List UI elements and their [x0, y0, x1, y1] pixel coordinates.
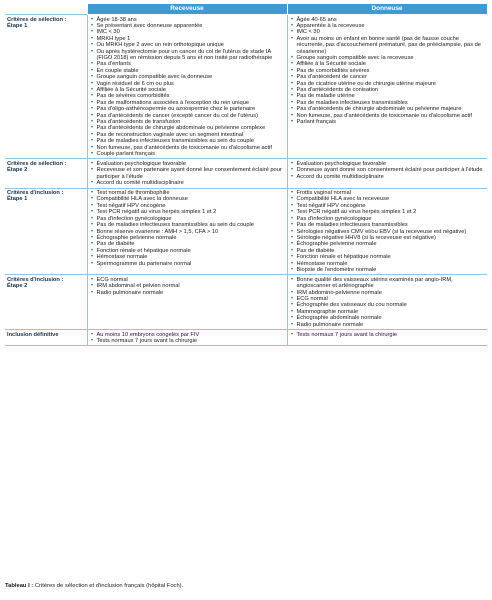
criterion-item: • Pas de malformations associées à l'exception du rein unique	[91, 100, 285, 106]
recipient-criteria-list	[91, 190, 285, 267]
criterion-item: • Pas de maladie utérine	[291, 93, 486, 99]
criterion-item: • Fonction rénale et hépatique normale	[291, 254, 486, 260]
criterion-item: • Pas de comorbidités sévères	[291, 68, 486, 74]
criterion-item: • Pas de diabète	[91, 241, 285, 247]
section-label	[5, 15, 87, 159]
criterion-item: • Couple parlant français	[91, 151, 285, 157]
criterion-item: • Groupe sanguin compatible avec la donneuse	[91, 74, 285, 80]
section-label-line: Étape 1	[7, 22, 28, 29]
section-label-line: Critères de sélection :	[7, 16, 67, 23]
donor-criteria-cell	[287, 275, 487, 330]
criterion-item: • Spermogramme du partenaire normal	[91, 261, 285, 267]
section-label-line: Critères d'inclusion :	[7, 190, 64, 197]
table-caption	[5, 583, 183, 589]
donor-criteria-list	[291, 17, 486, 126]
criterion-item: • Fonction rénale et hépatique normale	[91, 248, 285, 254]
caption-label: Tableau I :	[5, 583, 34, 589]
section-row	[5, 330, 487, 346]
donor-criteria-list	[291, 190, 486, 273]
criterion-item: • Frottis vaginal normal	[291, 190, 486, 196]
criterion-item: • Compatibilité HLA avec la donneuse	[91, 196, 285, 202]
criterion-item: • Test PCR négatif au virus herpès simplex 1 et 2	[291, 209, 486, 215]
criterion-item: • Échographie pelvienne normale	[91, 235, 285, 241]
criterion-item: • Vagin résiduel de 6 cm ou plus	[91, 81, 285, 87]
recipient-criteria-list	[91, 332, 285, 345]
criterion-item: • Pas d'antécédents de chirurgie abdominale ou pelvienne majeure	[291, 106, 486, 112]
recipient-criteria-list	[91, 277, 285, 296]
criterion-item: • Pas de maladies infectieuses transmissibles au sein du couple	[91, 138, 285, 144]
criterion-item: • Pas d'antécédents de conisation	[291, 87, 486, 93]
criterion-item: • Pas de maladies infectieuses transmissibles	[291, 100, 486, 106]
criterion-item: • Âgée 18-38 ans	[91, 17, 285, 23]
criterion-item: • Mammographie normale	[291, 309, 486, 315]
criterion-item: • Donneuse ayant donné son consentement éclairé pour participer à l'étude	[291, 167, 486, 173]
section-label-line: Inclusion définitive	[7, 331, 59, 338]
caption-text: Critères de sélection et d'inclusion français (hôpital Foch).	[33, 583, 184, 589]
section-label	[5, 330, 87, 346]
criterion-item: • Test PCR négatif au virus herpès simplex 1 et 2	[91, 209, 285, 215]
criterion-item: • IRM abdominal et pelvien normal	[91, 283, 285, 289]
criterion-item: • Évaluation psychologique favorable	[291, 161, 486, 167]
criterion-item: • Pas de maladies infectieuses transmissibles au sein du couple	[91, 222, 285, 228]
criterion-item: • ECG normal	[91, 277, 285, 283]
criterion-item: • Pas d'oligo-asthénospermie ou azoospermie chez le partenaire	[91, 106, 285, 112]
criterion-item: • Pas de cicatrice utérine ou de chirurgie utérine majeure	[291, 81, 486, 87]
criterion-item: • Radio pulmonaire normale	[91, 290, 285, 296]
criterion-item: • Pas d'antécédents de transfusion	[91, 119, 285, 125]
criterion-item: • Échographie abdominale normale	[291, 315, 486, 321]
criterion-item: • En couple stable	[91, 68, 285, 74]
donor-criteria-cell	[287, 330, 487, 346]
criterion-item: • Avoir au moins un enfant en bonne santé (pas de fausse couche récurrente, pas d'accouchement prématuré, pas de prééclampsie, pas de césarienne)	[291, 36, 486, 55]
criterion-item: • Test négatif HPV oncogène	[291, 203, 486, 209]
recipient-criteria-list	[91, 161, 285, 187]
criterion-item: • Échographie des vaisseaux du cou normale	[291, 302, 486, 308]
criterion-item: • Tests normaux 7 jours avant la chirurgie	[91, 338, 285, 344]
criterion-item: • IMC < 30	[91, 29, 285, 35]
recipient-criteria-cell	[87, 275, 287, 330]
criterion-item: • Pas d'antécédent de cancer	[291, 74, 486, 80]
donor-criteria-list	[291, 277, 486, 328]
criterion-item: • Pas de diabète	[291, 248, 486, 254]
criterion-item: • Parlant français	[291, 119, 486, 125]
criterion-item: • Âgée 40-65 ans	[291, 17, 486, 23]
criterion-item: • Receveuse et son partenaire ayant donné leur consentement éclairé pour participer à l'étude	[91, 167, 285, 180]
donor-criteria-cell	[287, 15, 487, 159]
criterion-item: • Évaluation psychologique favorable	[91, 161, 285, 167]
criterion-item: • Non fumeuse, pas d'antécédents de toxicomanie ou d'alcoolisme actif	[291, 113, 486, 119]
criterion-item: • Se présentant avec donneuse apparentée	[91, 23, 285, 29]
criterion-item: • Tests normaux 7 jours avant la chirurgie	[291, 332, 486, 338]
criterion-item: • Pas d'antécédents de chirurgie abdominale ou pelvienne complexe	[91, 125, 285, 131]
criterion-item: • Compatibilité HLA avec la receveuse	[291, 196, 486, 202]
criterion-item: • Accord du comité multidisciplinaire	[91, 180, 285, 186]
criterion-item: • Hémostase normale	[291, 261, 486, 267]
criterion-item: • Groupe sanguin compatible avec la receveuse	[291, 55, 486, 61]
section-row	[5, 275, 487, 330]
recipient-criteria-cell	[87, 159, 287, 188]
section-label-line: Étape 1	[7, 196, 28, 203]
criterion-item: • Pas de reconstruction vaginale avec un segment intestinal	[91, 132, 285, 138]
header-blank-cell	[5, 4, 87, 15]
donor-criteria-cell	[287, 188, 487, 275]
criterion-item: • Affiliée à la Sécurité sociale	[291, 61, 486, 67]
section-label-line: Étape 2	[7, 167, 28, 174]
criterion-item: • Sérologie négative HHV8 (si la receveuse est négative)	[291, 235, 486, 241]
criteria-table-container	[5, 3, 487, 346]
table-header-row	[5, 4, 487, 15]
recipient-criteria-cell	[87, 330, 287, 346]
header-recipient: Receveuse	[87, 4, 287, 15]
criterion-item: • Test négatif HPV oncogène	[91, 203, 285, 209]
criterion-item: • Apparentée à la receveuse	[291, 23, 486, 29]
section-label-line: Étape 2	[7, 283, 28, 290]
recipient-criteria-list	[91, 17, 285, 158]
section-label	[5, 275, 87, 330]
criterion-item: • Pas d'infection gynécologique	[291, 216, 486, 222]
criterion-item: • Test normal de thrombophilie	[91, 190, 285, 196]
section-label	[5, 159, 87, 188]
criterion-item: • Bonne réserve ovarienne : AMH > 1,5, CFA > 10	[91, 229, 285, 235]
criterion-item: • Hémostase normale	[91, 254, 285, 260]
criteria-table	[5, 3, 488, 346]
criterion-item: • Ou après hystérectomie pour un cancer du col de l'utérus de stade IA (FIGO 2018) en rémission depuis 5 ans et non traité par radiothérapie	[91, 49, 285, 62]
criterion-item: • Échographie pelvienne normale	[291, 241, 486, 247]
criterion-item: • Pas de maladies infectieuses transmissibles	[291, 222, 486, 228]
donor-criteria-cell	[287, 159, 487, 188]
criterion-item: • Ou MRKH type 2 avec un rein orthotopique unique	[91, 42, 285, 48]
criterion-item: • Radio pulmonaire normale	[291, 322, 486, 328]
table-body	[5, 15, 487, 346]
section-row	[5, 188, 487, 275]
donor-criteria-list	[291, 161, 486, 180]
criterion-item: • Sérologies négatives CMV et/ou EBV (si la receveuse est négative)	[291, 229, 486, 235]
criterion-item: • Bonne qualité des vaisseaux utérins examinés par angio-IRM, angioscanner et artériographie	[291, 277, 486, 290]
section-label-line: Critères de sélection :	[7, 160, 67, 167]
criterion-item: • ECG normal	[291, 296, 486, 302]
criterion-item: • IRM abdomino-pelvienne normale	[291, 290, 486, 296]
criterion-item: • Non fumeuse, pas d'antécédents de toxicomanie ou d'alcoolisme actif	[91, 145, 285, 151]
criterion-item: • Pas de sévères comorbidités	[91, 93, 285, 99]
criterion-item: • Affiliée à la Sécurité sociale	[91, 87, 285, 93]
recipient-criteria-cell	[87, 15, 287, 159]
header-donor: Donneuse	[287, 4, 487, 15]
section-row	[5, 15, 487, 159]
criterion-item: • Pas d'infection gynécologique	[91, 216, 285, 222]
criterion-item: • Accord du comité multidisciplinaire	[291, 174, 486, 180]
donor-criteria-list	[291, 332, 486, 338]
criterion-item: • IMC < 30	[291, 29, 486, 35]
criterion-item: • MRKH type 1	[91, 36, 285, 42]
recipient-criteria-cell	[87, 188, 287, 275]
criterion-item: • Pas d'enfants	[91, 61, 285, 67]
section-label	[5, 188, 87, 275]
criterion-item: • Biopsie de l'endomètre normale	[291, 267, 486, 273]
section-label-line: Critères d'inclusion :	[7, 276, 64, 283]
criterion-item: • Au moins 10 embryons congelés par FIV	[91, 332, 285, 338]
section-row	[5, 159, 487, 188]
criterion-item: • Pas d'antécédents de cancer (excepté cancer du col de l'utérus)	[91, 113, 285, 119]
